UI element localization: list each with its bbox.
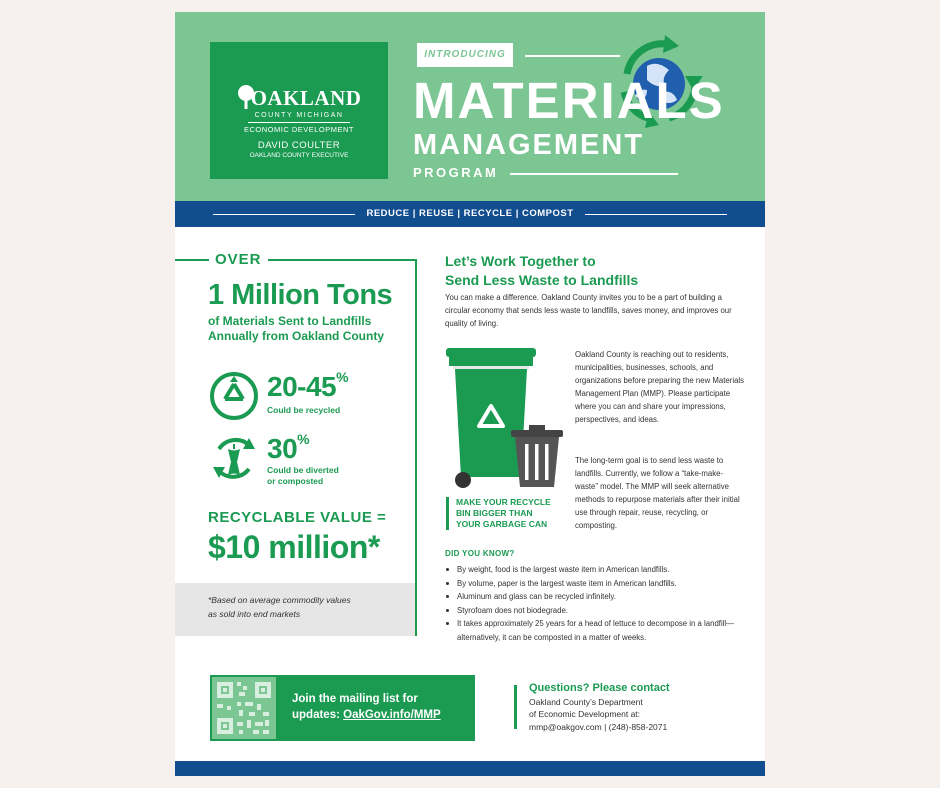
recycled-percent-value: 20-45 <box>267 371 337 402</box>
footnote-line-1: *Based on average commodity values <box>208 595 351 605</box>
program-rule <box>510 173 678 175</box>
oakland-county-logo <box>210 42 388 179</box>
mailing-line-1: Join the mailing list for <box>292 693 418 705</box>
diverted-percent <box>267 433 309 465</box>
recyclable-value-label: RECYCLABLE VALUE = <box>208 509 387 526</box>
facts-list <box>445 563 745 644</box>
logo-title: OAKLAND COUNTY EXECUTIVE <box>249 152 349 159</box>
diverted-percent-value: 30 <box>267 433 298 464</box>
introducing-label: INTRODUCING <box>417 43 513 67</box>
logo-divider <box>248 122 350 123</box>
mailing-list-box <box>210 675 475 741</box>
logo-wordmark: OAKLAND <box>250 86 362 110</box>
recyclable-value: $10 million* <box>208 529 380 565</box>
materials-line-1: of Materials Sent to Landfills <box>208 314 372 328</box>
footnote <box>208 593 351 621</box>
article-heading-line-1: Let’s Work Together to <box>445 253 596 269</box>
million-tons: 1 Million Tons <box>208 279 393 311</box>
contact-heading: Questions? Please contact <box>529 682 670 694</box>
introducing-rule <box>525 55 620 57</box>
bin-caption <box>446 497 551 530</box>
contact-line-3[interactable]: mmp@oakgov.com | (248)-858-2071 <box>529 722 668 732</box>
logo-name: DAVID COULTER <box>257 140 341 151</box>
article-intro: You can make a difference. Oakland County invites you to be a part of building a circular economy that sends less waste to landfills, saves money, and improves our quality of living. <box>445 293 732 328</box>
footer-band <box>175 761 765 776</box>
list-item: It takes approximately 25 years for a head of lettuce to decompose in a landfill—alternatively, it can be composted in a matter of weeks. <box>445 617 745 644</box>
bin-caption-line-1: MAKE YOUR RECYCLE <box>456 497 551 507</box>
band-rule-right <box>585 214 727 215</box>
bin-caption-line-2: BIN BIGGER THAN <box>456 508 533 518</box>
recycled-percent-sign: % <box>336 369 349 385</box>
contact-rule <box>514 685 517 729</box>
mailing-prefix: updates: <box>292 709 344 721</box>
footnote-box <box>175 583 415 636</box>
logo-department: ECONOMIC DEVELOPMENT <box>243 125 354 134</box>
recycled-label: Could be recycled <box>267 405 341 415</box>
materials-line-2: Annually from Oakland County <box>208 329 385 343</box>
article-paragraph-2: Oakland County is reaching out to residents, municipalities, businesses, schools, and organizations before preparing the new Materials Management Plan (MMP). Please participate where you can and share your impressions, perspectives, and ideas. <box>575 350 745 424</box>
diverted-label-2: or composted <box>267 476 324 486</box>
slogan-band <box>175 201 765 227</box>
title-management: MANAGEMENT <box>413 129 645 161</box>
mailing-link[interactable]: OakGov.info/MMP <box>343 709 441 721</box>
qr-code[interactable] <box>212 677 276 739</box>
article-paragraph-3: The long-term goal is to send less waste to landfills. Currently, we follow a “take-make-waste” model. The MMP will seek alternative methods to repurpose materials after their initial use through repair, reuse, recycling, or composting. <box>575 456 740 530</box>
diverted-percent-sign: % <box>297 431 310 447</box>
list-item: By weight, food is the largest waste item in American landfills. <box>445 563 745 577</box>
mailing-line-2 <box>292 709 441 721</box>
article-heading-line-2: Send Less Waste to Landfills <box>445 272 639 288</box>
recycle-bin-icon <box>443 348 569 492</box>
title-materials: MATERIALS <box>413 72 725 129</box>
compost-apple-icon <box>209 433 259 483</box>
article-heading <box>445 252 638 290</box>
recycled-percent <box>267 371 348 403</box>
slogan-text: REDUCE | REUSE | RECYCLE | COMPOST <box>366 208 574 219</box>
list-item: Aluminum and glass can be recycled infinitely. <box>445 590 745 604</box>
logo-subtitle: COUNTY MICHIGAN <box>254 112 344 119</box>
over-label: OVER <box>209 251 268 268</box>
list-item: By volume, paper is the largest waste item in American landfills. <box>445 577 745 591</box>
stats-panel <box>175 251 417 636</box>
contact-line-2: of Economic Development at: <box>529 709 641 719</box>
flyer <box>175 12 765 776</box>
header <box>175 12 765 201</box>
diverted-label-1: Could be diverted <box>267 465 339 475</box>
contact-line-1: Oakland County’s Department <box>529 697 643 707</box>
did-you-know-heading: DID YOU KNOW? <box>445 549 515 558</box>
list-item: Styrofoam does not biodegrade. <box>445 604 745 618</box>
recycle-icon <box>209 371 259 421</box>
footnote-line-2: as sold into end markets <box>208 609 301 619</box>
bin-caption-line-3: YOUR GARBAGE CAN <box>456 519 548 529</box>
title-program: PROGRAM <box>413 165 499 180</box>
